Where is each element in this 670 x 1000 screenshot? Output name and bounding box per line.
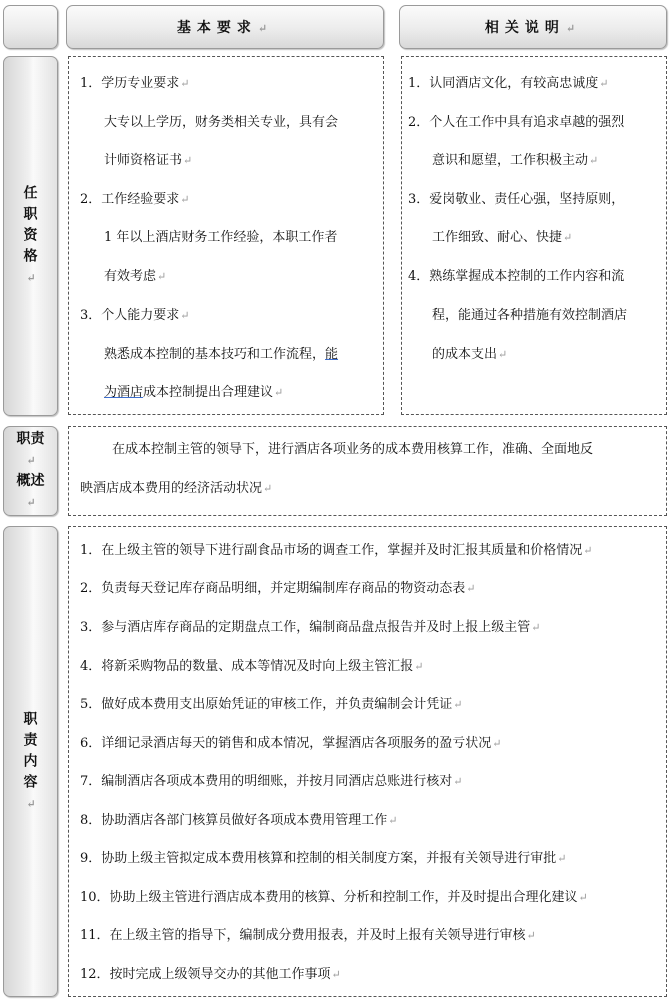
basic-item2-title: 2．工作经验要求↵ <box>80 192 190 207</box>
duties-label: 职 责 内 容 ↵ <box>23 711 38 810</box>
related-item4-line2: 程，能通过各种措施有效控制酒店 <box>432 308 628 323</box>
duty-item: 9．协助上级主管拟定成本费用核算和控制的相关制度方案，并报有关领导进行审批↵ <box>80 851 567 866</box>
header-basic-requirements: 基本要求↵ <box>66 5 384 49</box>
basic-item3-title: 3．个人能力要求↵ <box>80 308 190 323</box>
related-item2-line1: 2．个人在工作中具有追求卓越的强烈 <box>408 115 625 130</box>
duty-item: 1．在上级主管的领导下进行副食品市场的调查工作，掌握并及时汇报其质量和价格情况↵ <box>80 543 593 558</box>
basic-item1-title: 1．学历专业要求↵ <box>80 76 190 91</box>
basic-item3-line2: 为酒店成本控制提出合理建议↵ <box>104 385 284 400</box>
duty-item: 3．参与酒店库存商品的定期盘点工作，编制商品盘点报告并及时上报上级主管↵ <box>80 620 541 635</box>
related-item2-line2: 意识和愿望，工作积极主动↵ <box>432 153 599 168</box>
header-related-notes: 相关说明↵ <box>399 5 667 49</box>
duty-item: 7．编制酒店各项成本费用的明细账，并按月同酒店总账进行核对↵ <box>80 774 463 789</box>
duty-item: 8．协助酒店各部门核算员做好各项成本费用管理工作↵ <box>80 813 398 828</box>
duty-item: 11．在上级主管的指导下，编制成分费用报表，并及时上报有关领导进行审核↵ <box>80 928 536 943</box>
related-item3-line2: 工作细致、耐心、快捷↵ <box>432 230 573 245</box>
related-item4-line3: 的成本支出↵ <box>432 347 508 362</box>
header-basic-label: 基本要求 <box>176 20 257 36</box>
header-related-label: 相关说明 <box>484 20 565 36</box>
section-label-duties <box>3 526 58 997</box>
basic-item2-line1: 1 年以上酒店财务工作经验，本职工作者 <box>104 230 338 245</box>
duty-item: 10．协助上级主管进行酒店成本费用的核算、分析和控制工作，并及时提出合理化建议↵ <box>80 890 588 905</box>
related-item4-line1: 4．熟练掌握成本控制的工作内容和流 <box>408 269 625 284</box>
spellcheck-underline: 能 <box>325 347 339 362</box>
basic-item1-line1: 大专以上学历，财务类相关专业，具有会 <box>104 115 339 130</box>
duty-item: 5．做好成本费用支出原始凭证的审核工作，并负责编制会计凭证↵ <box>80 697 463 712</box>
basic-item2-line2: 有效考虑↵ <box>104 269 167 284</box>
basic-item3-line1: 熟悉成本控制的基本技巧和工作流程，能 <box>104 347 339 362</box>
summary-label: 职责 ↵ 概述 ↵ <box>16 431 45 509</box>
duty-item: 2．负责每天登记库存商品明细，并定期编制库存商品的物资动态表↵ <box>80 581 476 596</box>
related-item1: 1．认同酒店文化，有较高忠诚度↵ <box>408 76 609 91</box>
section-label-summary <box>3 426 58 516</box>
summary-line2: 映酒店成本费用的经济活动状况↵ <box>80 481 273 496</box>
qualifications-label: 任 职 资 格 ↵ <box>23 185 38 285</box>
duty-item: 6．详细记录酒店每天的销售和成本情况，掌握酒店各项服务的盈亏状况↵ <box>80 736 502 751</box>
related-item3-line1: 3．爱岗敬业、责任心强，坚持原则， <box>408 192 625 207</box>
duty-item: 4．将新采购物品的数量、成本等情况及时向上级主管汇报↵ <box>80 659 424 674</box>
summary-line1: 在成本控制主管的领导下，进行酒店各项业务的成本费用核算工作，准确、全面地反 <box>112 442 594 457</box>
basic-item1-line2: 计师资格证书↵ <box>104 153 193 168</box>
corner-cell <box>3 5 58 49</box>
duty-item: 12．按时完成上级领导交办的其他工作事项↵ <box>80 967 341 982</box>
section-label-qualifications <box>3 56 58 416</box>
